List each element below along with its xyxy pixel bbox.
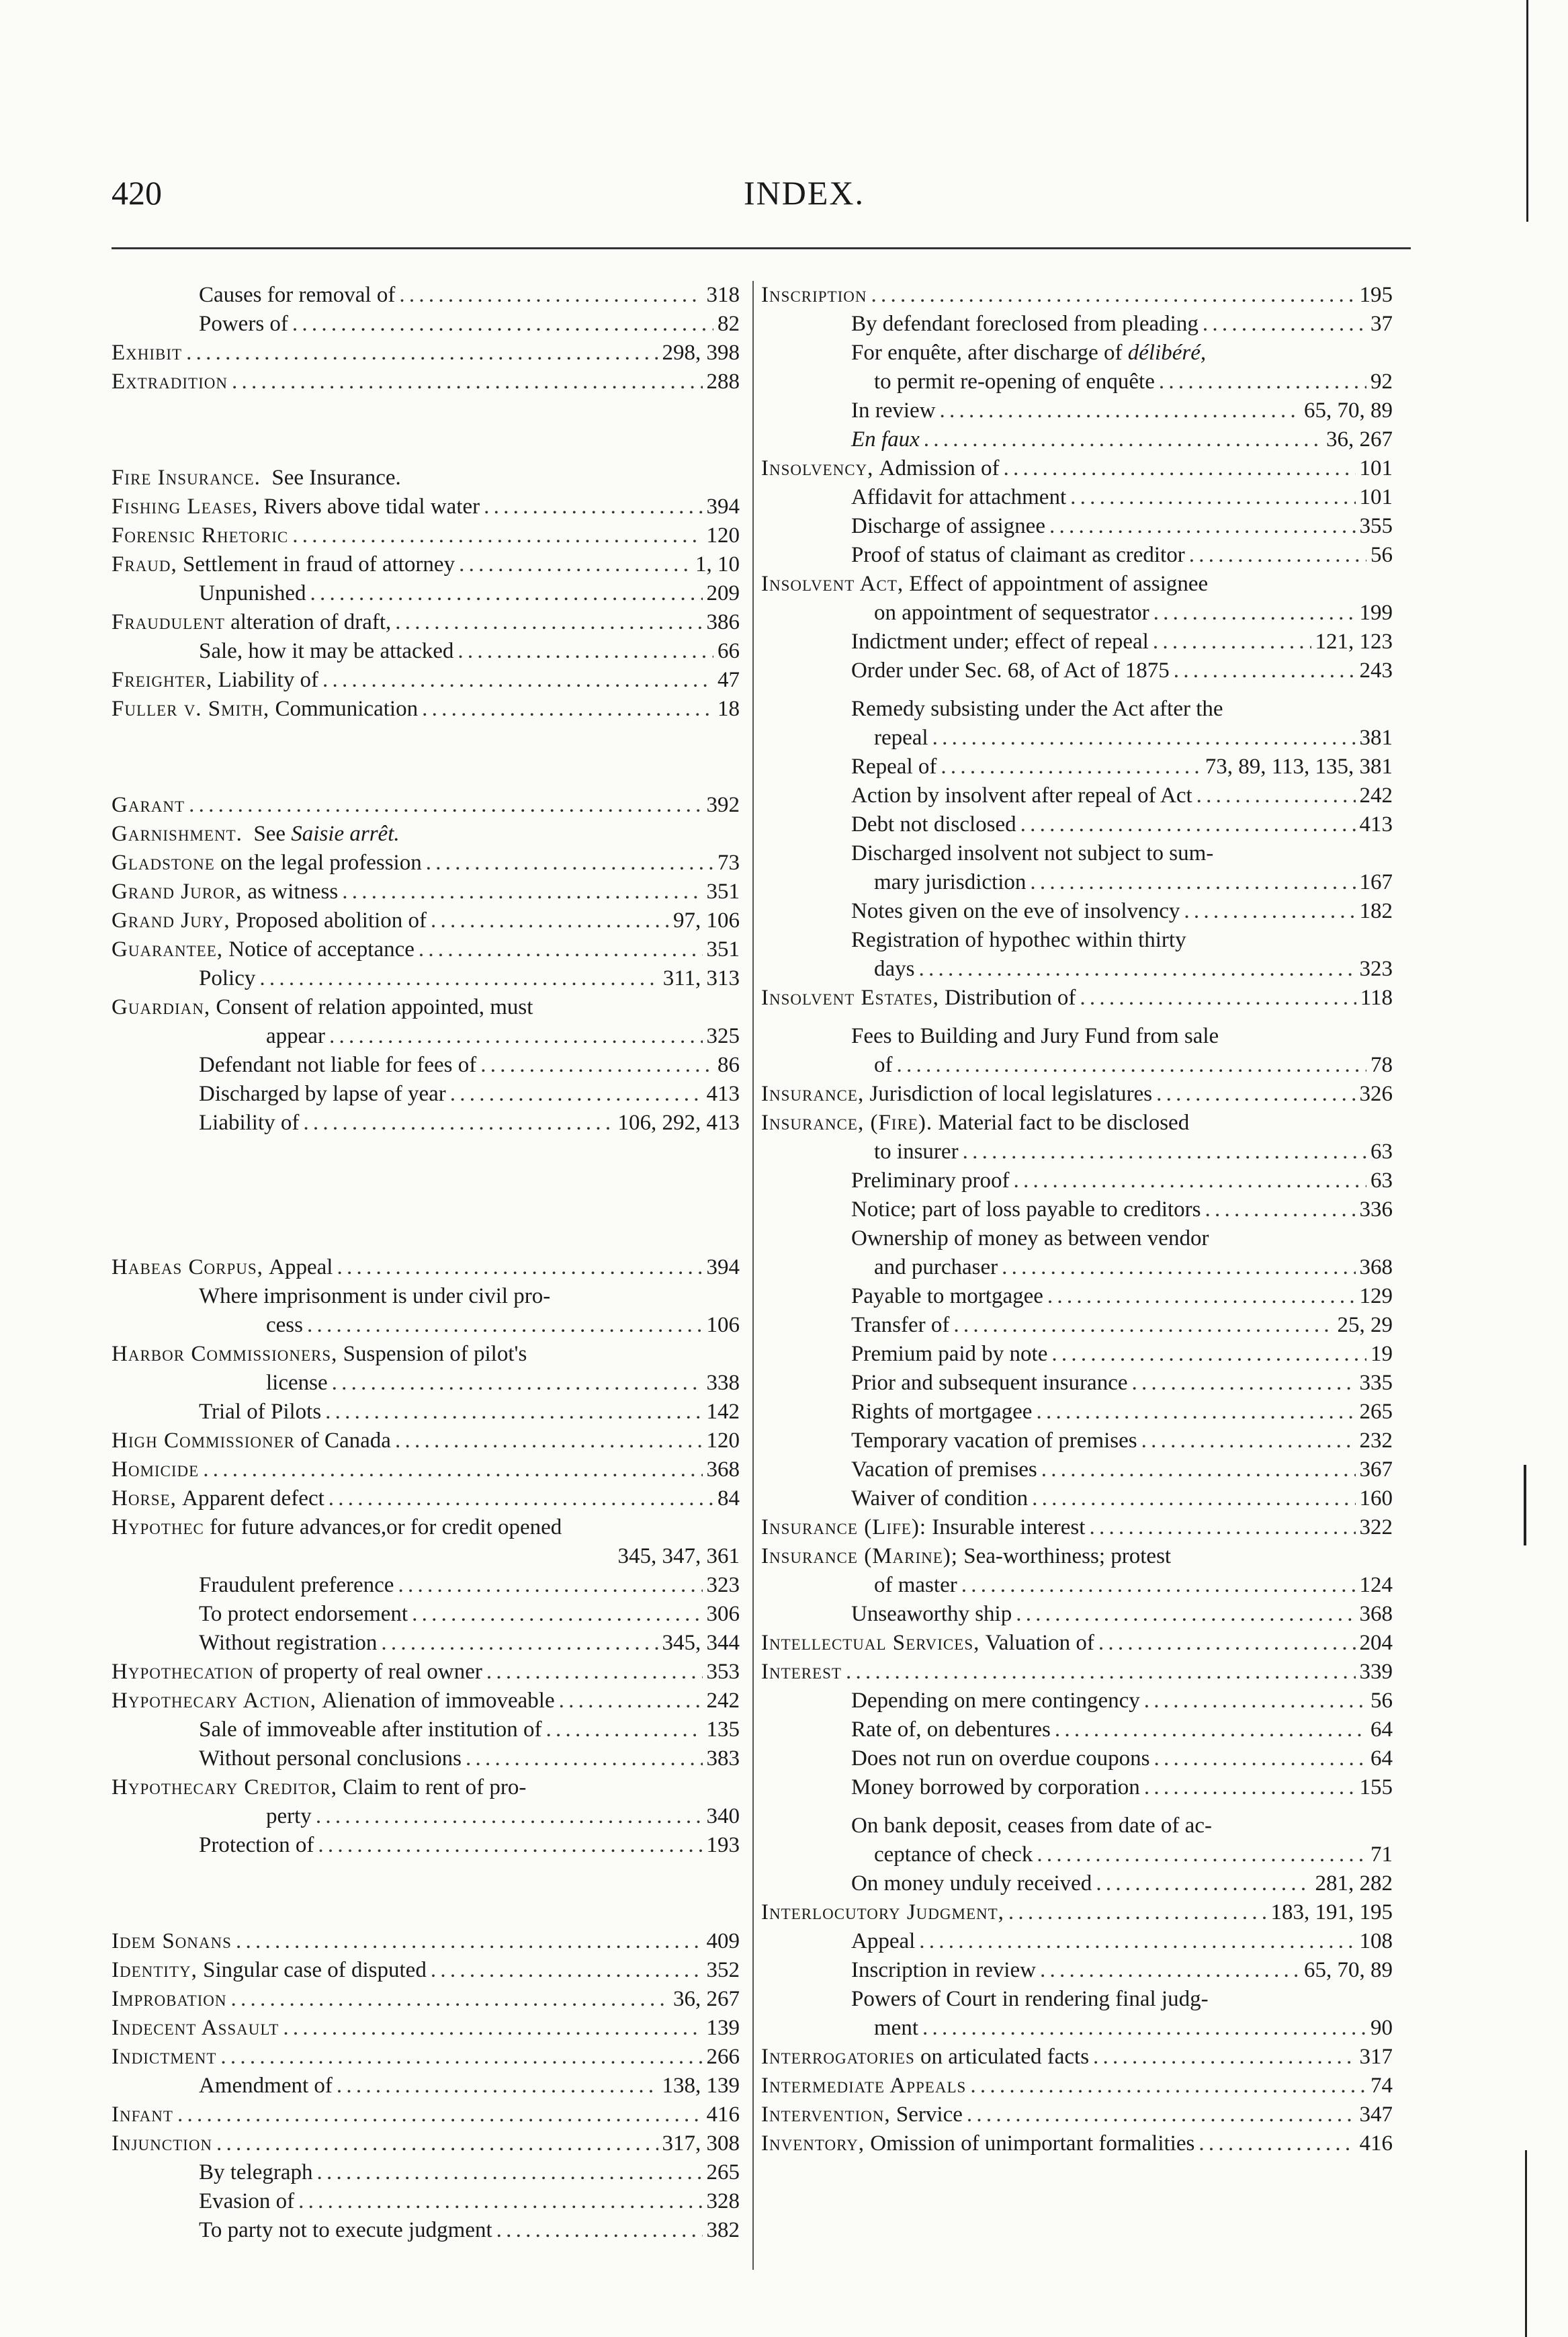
index-entry: Guarantee, Notice of acceptance . . . 351 bbox=[112, 935, 740, 964]
index-entry: Discharge of assignee . . . 355 bbox=[761, 512, 1393, 541]
index-entry: perty . . . 340 bbox=[112, 1802, 740, 1831]
index-entry: In review . . . 65, 70, 89 bbox=[761, 396, 1393, 425]
index-entry: Order under Sec. 68, of Act of 1875 . . . 243 bbox=[761, 656, 1393, 685]
index-entry: Indictment . . . 266 bbox=[112, 2043, 740, 2072]
index-entry: Without registration . . . 345, 344 bbox=[112, 1629, 740, 1658]
index-entry: Infant . . . 416 bbox=[112, 2100, 740, 2129]
index-entry: Unseaworthy ship . . . 368 bbox=[761, 1600, 1393, 1629]
index-column-left bbox=[112, 281, 740, 2245]
index-entry: By defendant foreclosed from pleading . . . 37 bbox=[761, 310, 1393, 339]
index-entry: Causes for removal of . . . 318 bbox=[112, 281, 740, 310]
index-entry: Fishing Leases, Rivers above tidal water . . . 394 bbox=[112, 493, 740, 521]
index-entry: Fees to Building and Jury Fund from sale bbox=[851, 1024, 1219, 1048]
index-entry: Gladstone on the legal profession . . . 73 bbox=[112, 849, 740, 878]
index-entry: Unpunished . . . 209 bbox=[112, 579, 740, 608]
index-entry: repeal . . . 381 bbox=[761, 724, 1393, 753]
index-entry: Rate of, on debentures . . . 64 bbox=[761, 1715, 1393, 1744]
index-entry: Appeal . . . 108 bbox=[761, 1927, 1393, 1956]
index-entry: Amendment of . . . 138, 139 bbox=[112, 2072, 740, 2100]
index-entry: and purchaser . . . 368 bbox=[761, 1253, 1393, 1282]
index-entry: Grand Jury, Proposed abolition of . . . 97, 106 bbox=[112, 906, 740, 935]
index-entry: Transfer of . . . 25, 29 bbox=[761, 1311, 1393, 1340]
index-entry: Inventory, Omission of unimportant formalities . . . 416 bbox=[761, 2129, 1393, 2158]
index-entry: Fraud, Settlement in fraud of attorney . . . 1, 10 bbox=[112, 550, 740, 579]
index-entry: Ownership of money as between vendor bbox=[851, 1226, 1209, 1250]
index-entry: Preliminary proof . . . 63 bbox=[761, 1166, 1393, 1195]
index-entry: Hypothecary Creditor, Claim to rent of pro- bbox=[112, 1775, 527, 1799]
index-entry: Indecent Assault . . . 139 bbox=[112, 2014, 740, 2043]
index-entry: Action by insolvent after repeal of Act . . . 242 bbox=[761, 781, 1393, 810]
index-entry: Powers of . . . 82 bbox=[112, 310, 740, 339]
index-entry: Proof of status of claimant as creditor . . . 56 bbox=[761, 541, 1393, 570]
index-entry: Payable to mortgagee . . . 129 bbox=[761, 1282, 1393, 1311]
index-entry: Prior and subsequent insurance . . . 335 bbox=[761, 1369, 1393, 1398]
index-entry: For enquête, after discharge of délibéré, bbox=[851, 341, 1207, 365]
index-entry: Habeas Corpus, Appeal . . . 394 bbox=[112, 1253, 740, 1282]
index-entry: Insurance (Life): Insurable interest . . . 322 bbox=[761, 1513, 1393, 1542]
index-entry: Insolvent Act, Effect of appointment of assignee bbox=[761, 572, 1209, 596]
index-entry: Remedy subsisting under the Act after the bbox=[851, 697, 1223, 721]
index-entry: Exhibit . . . 298, 398 bbox=[112, 339, 740, 368]
index-entry: Indictment under; effect of repeal . . . 121, 123 bbox=[761, 628, 1393, 656]
index-entry: Identity, Singular case of disputed . . . 352 bbox=[112, 1956, 740, 1985]
index-entry: Notes given on the eve of insolvency . . . 182 bbox=[761, 897, 1393, 926]
index-entry: Improbation . . . 36, 267 bbox=[112, 1985, 740, 2014]
index-entry: Debt not disclosed . . . 413 bbox=[761, 810, 1393, 839]
index-entry: Intervention, Service . . . 347 bbox=[761, 2100, 1393, 2129]
index-entry: Without personal conclusions . . . 383 bbox=[112, 1744, 740, 1773]
index-entry: Fire Insurance. See Insurance. bbox=[112, 466, 401, 490]
index-entry: Extradition . . . 288 bbox=[112, 368, 740, 396]
index-entry: Homicide . . . 368 bbox=[112, 1455, 740, 1484]
index-entry: ceptance of check . . . 71 bbox=[761, 1840, 1393, 1869]
index-entry: Notice; part of loss payable to creditors . . . 336 bbox=[761, 1195, 1393, 1224]
index-entry: High Commissioner of Canada . . . 120 bbox=[112, 1427, 740, 1455]
index-entry: Interlocutory Judgment, . . . 183, 191, 195 bbox=[761, 1898, 1393, 1927]
scan-edge-mark bbox=[1524, 1465, 1526, 1545]
index-entry: Hypothecation of property of real owner . . . 353 bbox=[112, 1658, 740, 1687]
index-entry: Affidavit for attachment . . . 101 bbox=[761, 483, 1393, 512]
scan-edge-mark bbox=[1525, 2150, 1527, 2337]
index-entry: Repeal of . . . 73, 89, 113, 135, 381 bbox=[761, 753, 1393, 781]
index-entry: Hypothecary Action, Alienation of immoveable . . . 242 bbox=[112, 1687, 740, 1715]
index-entry: Premium paid by note . . . 19 bbox=[761, 1340, 1393, 1369]
index-entry: Fraudulent alteration of draft, . . . 386 bbox=[112, 608, 740, 637]
index-entry: Insurance (Marine); Sea-worthiness; protest bbox=[761, 1544, 1172, 1568]
index-entry: mary jurisdiction . . . 167 bbox=[761, 868, 1393, 897]
header-rule bbox=[112, 247, 1411, 249]
index-entry: Horse, Apparent defect . . . 84 bbox=[112, 1484, 740, 1513]
index-entry: 345, 347, 361 bbox=[617, 1544, 740, 1568]
index-entry: Inscription in review . . . 65, 70, 89 bbox=[761, 1956, 1393, 1985]
index-entry: Intellectual Services, Valuation of . . . 204 bbox=[761, 1629, 1393, 1658]
index-entry: En faux . . . 36, 267 bbox=[761, 425, 1393, 454]
index-entry: Temporary vacation of premises . . . 232 bbox=[761, 1427, 1393, 1455]
index-entry: on appointment of sequestrator . . . 199 bbox=[761, 599, 1393, 628]
index-entry: to permit re-opening of enquête . . . 92 bbox=[761, 368, 1393, 396]
index-entry: cess . . . 106 bbox=[112, 1311, 740, 1340]
index-entry: of . . . 78 bbox=[761, 1051, 1393, 1080]
page-number: 420 bbox=[112, 174, 162, 212]
index-entry: Guardian, Consent of relation appointed, must bbox=[112, 995, 533, 1019]
index-entry: Forensic Rhetoric . . . 120 bbox=[112, 521, 740, 550]
index-entry: to insurer . . . 63 bbox=[761, 1138, 1393, 1166]
scan-edge-mark bbox=[1526, 0, 1528, 222]
index-entry: Insurance, Jurisdiction of local legislatures . . . 326 bbox=[761, 1080, 1393, 1109]
index-entry: of master . . . 124 bbox=[761, 1571, 1393, 1600]
index-entry: Insolvency, Admission of . . . 101 bbox=[761, 454, 1393, 483]
index-entry: Garant . . . 392 bbox=[112, 791, 740, 820]
index-column-right bbox=[761, 281, 1393, 2158]
index-entry: Intermediate Appeals . . . 74 bbox=[761, 2072, 1393, 2100]
index-entry: On money unduly received . . . 281, 282 bbox=[761, 1869, 1393, 1898]
index-entry: Harbor Commissioners, Suspension of pilot's bbox=[112, 1342, 527, 1366]
index-entry: To party not to execute judgment . . . 382 bbox=[112, 2216, 740, 2245]
index-entry: appear . . . 325 bbox=[112, 1022, 740, 1051]
index-entry: Hypothec for future advances,or for credit opened bbox=[112, 1515, 562, 1539]
index-entry: Fuller v. Smith, Communication . . . 18 bbox=[112, 695, 740, 724]
index-entry: Rights of mortgagee . . . 265 bbox=[761, 1398, 1393, 1427]
index-entry: Fraudulent preference . . . 323 bbox=[112, 1571, 740, 1600]
index-entry: Sale, how it may be attacked . . . 66 bbox=[112, 637, 740, 666]
index-entry: Idem Sonans . . . 409 bbox=[112, 1927, 740, 1956]
page-title: INDEX. bbox=[743, 174, 865, 212]
index-entry: Depending on mere contingency . . . 56 bbox=[761, 1687, 1393, 1715]
index-entry: To protect endorsement . . . 306 bbox=[112, 1600, 740, 1629]
index-entry: By telegraph . . . 265 bbox=[112, 2158, 740, 2187]
index-entry: Protection of . . . 193 bbox=[112, 1831, 740, 1860]
index-entry: Vacation of premises . . . 367 bbox=[761, 1455, 1393, 1484]
index-entry: Interest . . . 339 bbox=[761, 1658, 1393, 1687]
index-entry: Freighter, Liability of . . . 47 bbox=[112, 666, 740, 695]
index-entry: Insurance, (Fire). Material fact to be disclosed bbox=[761, 1111, 1190, 1135]
index-entry: Powers of Court in rendering final judg- bbox=[851, 1987, 1209, 2011]
index-entry: Trial of Pilots . . . 142 bbox=[112, 1398, 740, 1427]
index-entry: Discharged insolvent not subject to sum- bbox=[851, 841, 1214, 865]
index-entry: Registration of hypothec within thirty bbox=[851, 928, 1186, 952]
index-entry: Evasion of . . . 328 bbox=[112, 2187, 740, 2216]
index-entry: Defendant not liable for fees of . . . 86 bbox=[112, 1051, 740, 1080]
index-entry: Injunction . . . 317, 308 bbox=[112, 2129, 740, 2158]
index-entry: Policy . . . 311, 313 bbox=[112, 964, 740, 993]
index-entry: Insolvent Estates, Distribution of . . . 118 bbox=[761, 984, 1393, 1013]
index-entry: Where imprisonment is under civil pro- bbox=[199, 1284, 551, 1308]
index-entry: On bank deposit, ceases from date of ac- bbox=[851, 1814, 1212, 1838]
index-entry: days . . . 323 bbox=[761, 955, 1393, 984]
index-entry: Grand Juror, as witness . . . 351 bbox=[112, 878, 740, 906]
index-entry: Does not run on overdue coupons . . . 64 bbox=[761, 1744, 1393, 1773]
index-entry: Inscription . . . 195 bbox=[761, 281, 1393, 310]
index-entry: Sale of immoveable after institution of . . . 135 bbox=[112, 1715, 740, 1744]
index-entry: ment . . . 90 bbox=[761, 2014, 1393, 2043]
index-entry: Liability of . . . 106, 292, 413 bbox=[112, 1109, 740, 1138]
column-divider bbox=[752, 281, 754, 2270]
index-entry: Discharged by lapse of year . . . 413 bbox=[112, 1080, 740, 1109]
index-entry: Waiver of condition . . . 160 bbox=[761, 1484, 1393, 1513]
index-entry: Interrogatories on articulated facts . . . 317 bbox=[761, 2043, 1393, 2072]
index-entry: Money borrowed by corporation . . . 155 bbox=[761, 1773, 1393, 1802]
index-entry: Garnishment. See Saisie arrêt. bbox=[112, 822, 400, 846]
index-entry: license . . . 338 bbox=[112, 1369, 740, 1398]
